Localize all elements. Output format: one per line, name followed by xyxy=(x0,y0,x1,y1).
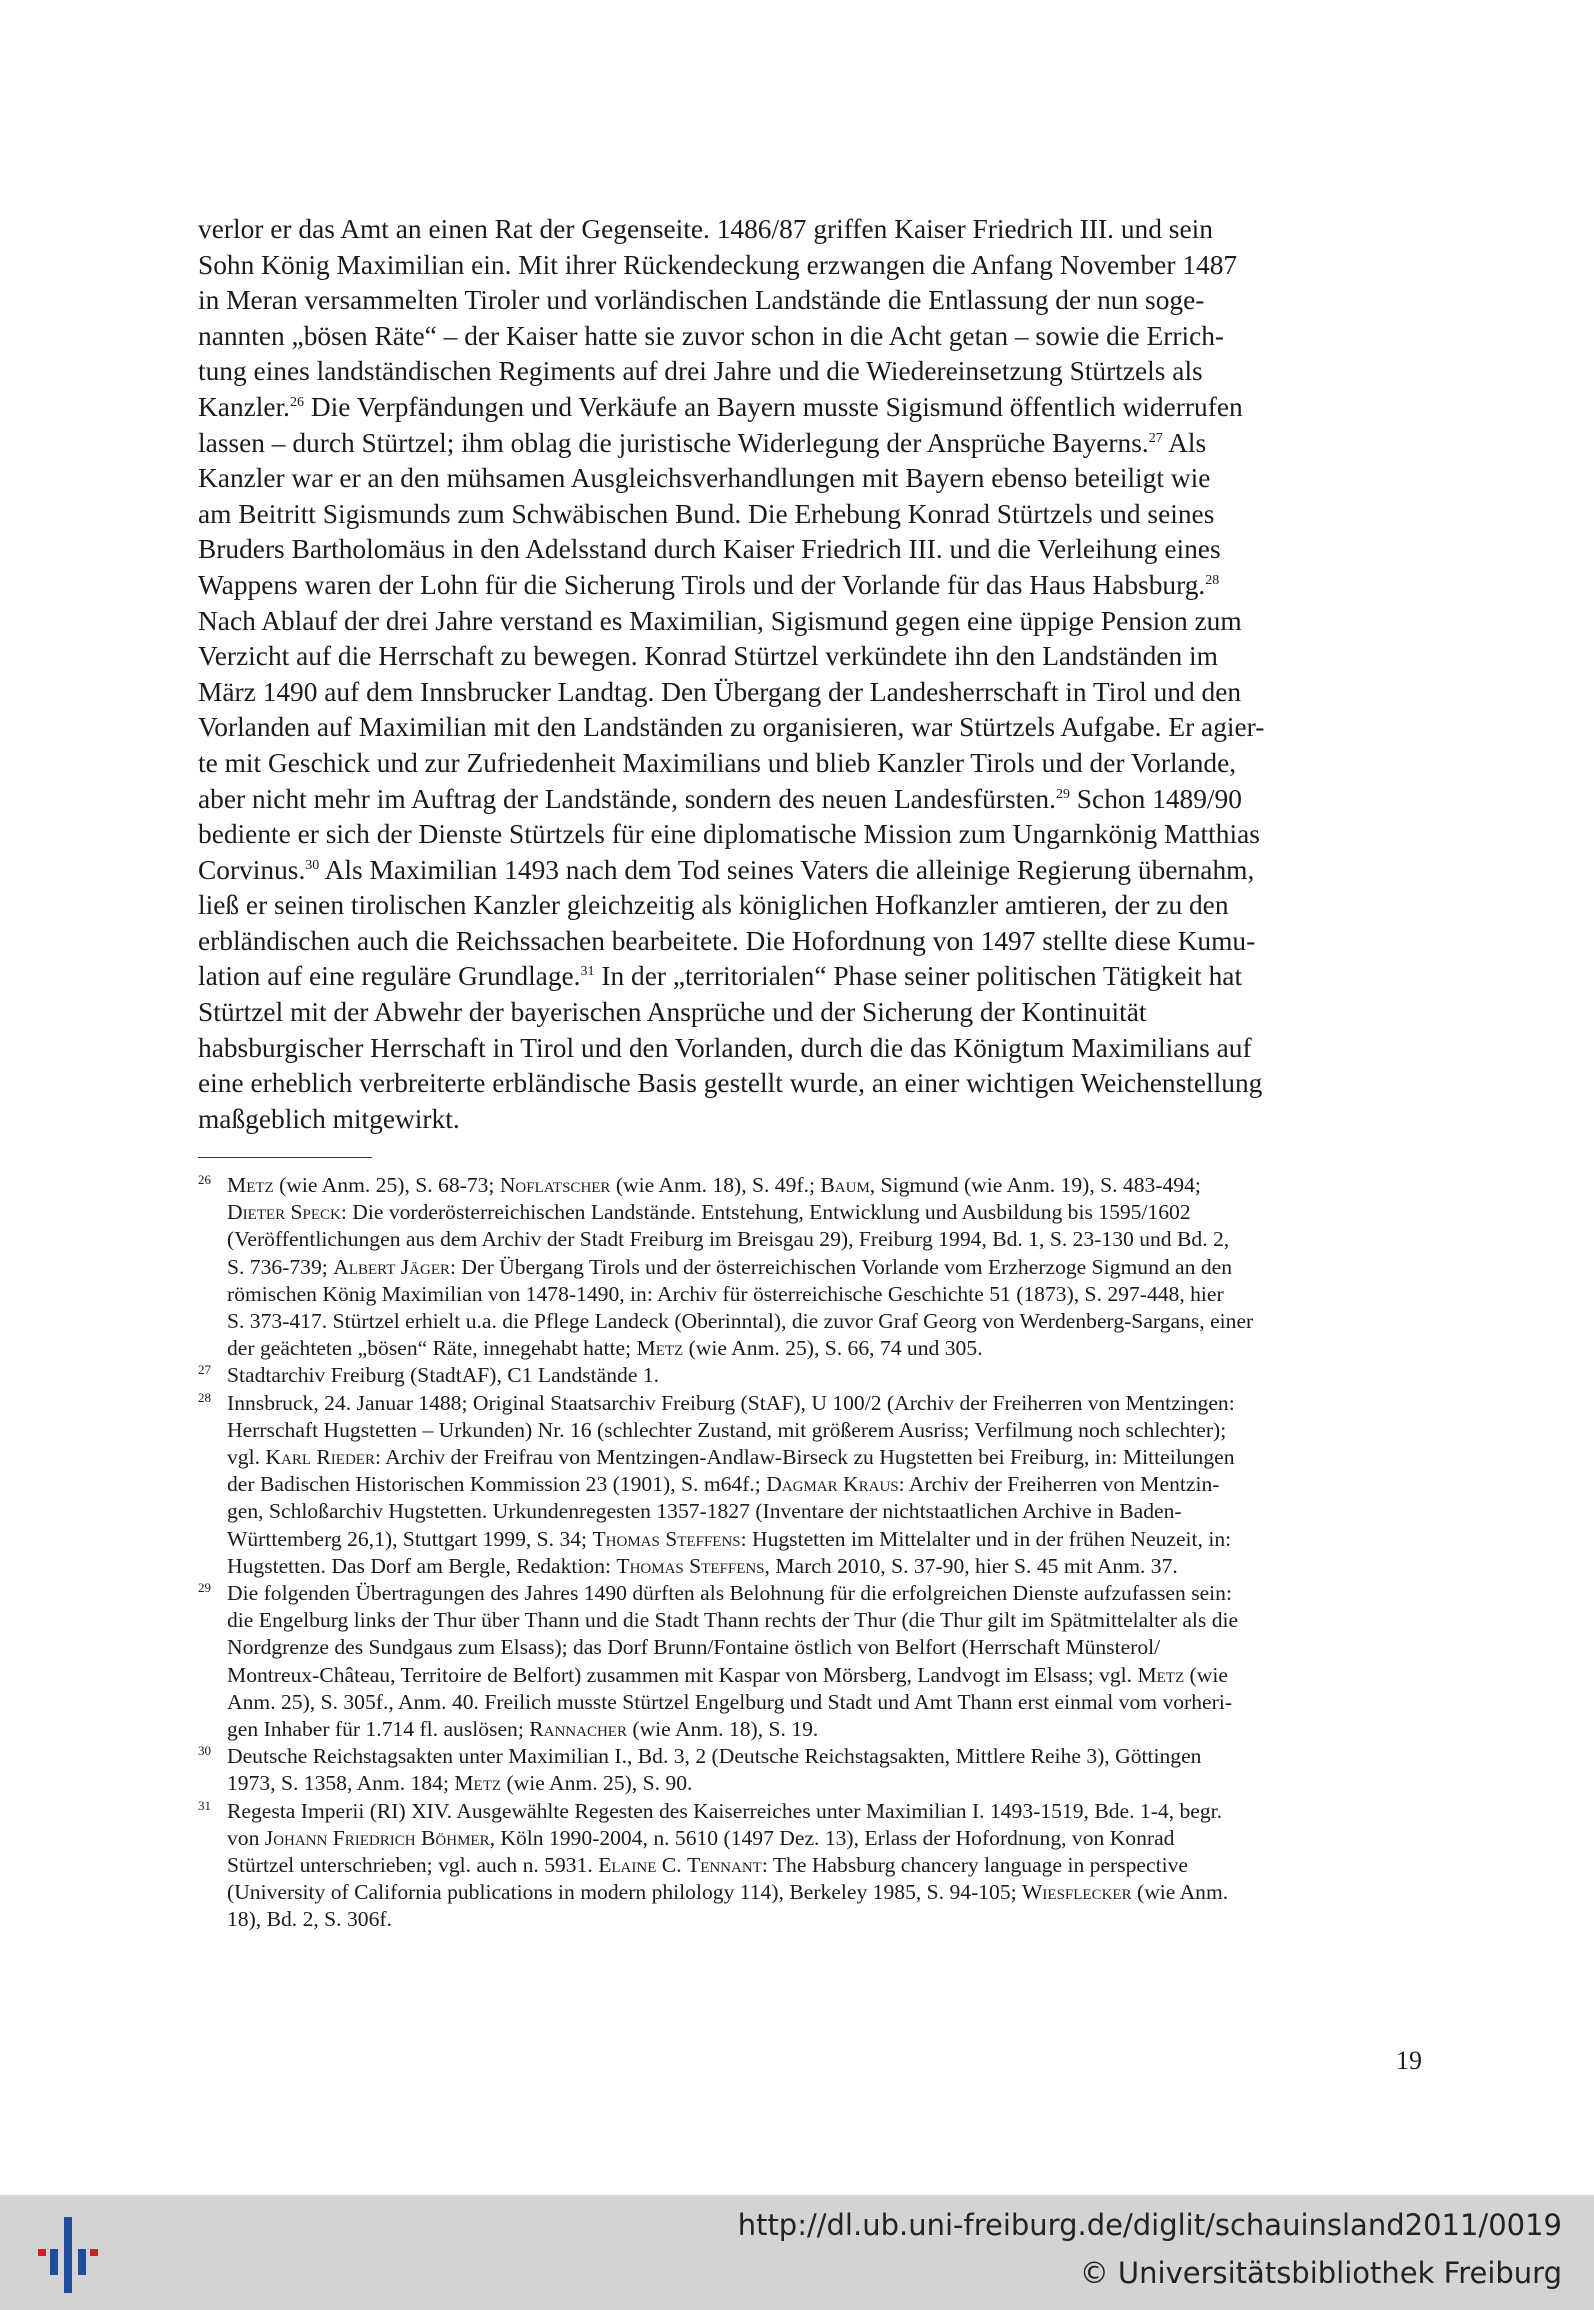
body-line: tung eines landständischen Regiments auf drei Jahre und die Wiedereinsetzung Stürtzels als xyxy=(198,356,1203,387)
body-line: te mit Geschick und zur Zufriedenheit Maximilians und blieb Kanzler Tirols und der Vorlande, xyxy=(198,747,1237,778)
body-line: Nach Ablauf der drei Jahre verstand es Maximilian, Sigismund gegen eine üppige Pension zum xyxy=(198,605,1242,636)
copyright-notice: © Universitätsbibliothek Freiburg xyxy=(1079,2256,1562,2290)
footnote-ref: 31 xyxy=(580,964,595,980)
body-line: Corvinus.$^{30}$ Als Maximilian 1493 nach dem Tod seines Vaters die alleinige Regierung übernahm, xyxy=(198,854,1255,885)
footnote-line: der geächteten „bösen“ Räte, innegehabt hatte; Metz (wie Anm. 25), S. 66, 74 und 305. xyxy=(227,1336,983,1361)
author-name: Metz xyxy=(636,1336,684,1361)
author-name: Thomas Steffens xyxy=(616,1553,765,1578)
body-line: am Beitritt Sigismunds zum Schwäbischen Bund. Die Erhebung Konrad Stürtzels und seines xyxy=(198,498,1215,529)
footnote-ref: 28 xyxy=(1205,572,1220,588)
footnote-line: Württemberg 26,1), Stuttgart 1999, S. 34; Thomas Steffens: Hugstetten im Mittelalter und in der frühen Neuzeit, in: xyxy=(227,1526,1232,1551)
footnote-line: vgl. Karl Rieder: Archiv der Freifrau von Mentzingen-Andlaw-Birseck zu Hugstetten bei Freiburg, in: Mitteilungen xyxy=(227,1445,1235,1470)
body-line: Kanzler.$^{26}$ Die Verpfändungen und Verkäufe an Bayern musste Sigismund öffentlich widerrufen xyxy=(198,391,1243,422)
footnotes-section xyxy=(198,1172,1422,1934)
footnote-number: 28 xyxy=(198,1389,211,1405)
footnote-line: (Veröffentlichungen aus dem Archiv der Stadt Freiburg im Breisgau 29), Freiburg 1994, Bd. 1, S. 23-130 und Bd. 2, xyxy=(227,1227,1230,1252)
author-name: Thomas Steffens xyxy=(592,1526,741,1551)
footnote-line: römischen König Maximilian von 1478-1490, in: Archiv für österreichische Geschichte 51 (1873), S. 297-448, hier xyxy=(227,1281,1224,1306)
page-number: 19 xyxy=(1396,2046,1422,2075)
footnote-26 xyxy=(198,1172,1422,1362)
author-name: Rannacher xyxy=(529,1717,627,1742)
body-line: in Meran versammelten Tiroler und vorländischen Landstände die Entlassung der nun soge- xyxy=(198,285,1205,316)
footnote-number: 31 xyxy=(198,1797,211,1813)
footnote-ref: 30 xyxy=(305,857,320,873)
footnote-line: Deutsche Reichstagsakten unter Maximilian I., Bd. 3, 2 (Deutsche Reichstagsakten, Mittlere Reihe 3), Göttingen xyxy=(227,1744,1202,1769)
footnote-line: Die folgenden Übertragungen des Jahres 1490 dürften als Belohnung für die erfolgreichen Dienste aufzufassen sein: xyxy=(227,1581,1232,1606)
footnote-line: Stadtarchiv Freiburg (StadtAF), C1 Landstände 1. xyxy=(227,1363,660,1388)
footnote-line: Regesta Imperii (RI) XIV. Ausgewählte Regesten des Kaiserreiches unter Maximilian I. 1493-1519, Bde. 1-4, begr. xyxy=(227,1798,1223,1823)
footnote-line: die Engelburg links der Thur über Thann und die Stadt Thann rechts der Thur (die Thur gilt im Spätmittelalter als die xyxy=(227,1608,1239,1633)
author-name: Metz xyxy=(227,1173,274,1197)
footnote-27 xyxy=(198,1362,1422,1389)
footnote-28 xyxy=(198,1390,1422,1580)
footnote-line: (University of California publications in modern philology 114), Berkeley 1985, S. 94-105; Wiesflecker (wie Anm. xyxy=(227,1880,1229,1905)
body-line: ließ er seinen tirolischen Kanzler gleichzeitig als königlichen Hofkanzler amtieren, der zu den xyxy=(198,890,1229,921)
body-line: habsburgischer Herrschaft in Tirol und den Vorlanden, durch die das Königtum Maximilians auf xyxy=(198,1032,1252,1063)
author-name: Baum xyxy=(820,1173,870,1197)
footnote-line: von Johann Friedrich Böhmer, Köln 1990-2004, n. 5610 (1497 Dez. 13), Erlass der Hofordnung, von Konrad xyxy=(227,1825,1175,1850)
body-line: lassen – durch Stürtzel; ihm oblag die juristische Widerlegung der Ansprüche Bayerns.$^{27}$ Als xyxy=(198,427,1207,458)
author-name: Tennant xyxy=(687,1853,762,1878)
footnote-line: 1973, S. 1358, Anm. 184; Metz (wie Anm. 25), S. 90. xyxy=(227,1771,693,1796)
body-line: Vorlanden auf Maximilian mit den Landständen zu organisieren, war Stürtzels Aufgabe. Er agier- xyxy=(198,712,1265,743)
body-line: Stürtzel mit der Abwehr der bayerischen Ansprüche und der Sicherung der Kontinuität xyxy=(198,997,1147,1028)
footnote-line: Dieter Speck: Die vorderösterreichischen Landstände. Entstehung, Entwicklung und Ausbildung bis 1595/1602 xyxy=(227,1200,1191,1225)
body-line: erbländischen auch die Reichssachen bearbeitete. Die Hofordnung von 1497 stellte diese Kumu- xyxy=(198,925,1256,956)
body-line: Verzicht auf die Herrschaft zu bewegen. Konrad Stürtzel verkündete ihn den Landständen im xyxy=(198,641,1218,672)
author-name: Albert Jäger xyxy=(333,1254,451,1279)
body-line: eine erheblich verbreiterte erbländische Basis gestellt wurde, an einer wichtigen Weichenstellung xyxy=(198,1068,1263,1099)
body-line: Wappens waren der Lohn für die Sicherung Tirols und der Vorlande für das Haus Habsburg.$^{28}$ xyxy=(198,569,1220,600)
footnote-line: Montreux-Château, Territoire de Belfort) zusammen mit Kaspar von Mörsberg, Landvogt im Elsass; vgl. Metz (wie xyxy=(227,1662,1228,1687)
footnote-line: Stürtzel unterschrieben; vgl. auch n. 5931. Elaine C. Tennant: The Habsburg chancery language in perspective xyxy=(227,1853,1188,1878)
author-name: Wiesflecker xyxy=(1022,1880,1132,1905)
body-line: maßgeblich mitgewirkt. xyxy=(198,1103,460,1134)
body-line: verlor er das Amt an einen Rat der Gegenseite. 1486/87 griffen Kaiser Friedrich III. und sein xyxy=(198,214,1213,244)
footnote-line: gen, Schloßarchiv Hugstetten. Urkundenregesten 1357-1827 (Inventare der nichtstaatlichen Archive in Baden- xyxy=(227,1499,1182,1524)
ub-freiburg-logo-icon xyxy=(38,2215,98,2295)
footnote-ref: 29 xyxy=(1055,786,1070,802)
body-line: Kanzler war er an den mühsamen Ausgleichsverhandlungen mit Bayern ebenso beteiligt wie xyxy=(198,463,1211,494)
footnote-line: Metz (wie Anm. 25), S. 68-73; Noflatscher (wie Anm. 18), S. 49f.; Baum, Sigmund (wie Anm. 19), S. 483-494; xyxy=(227,1173,1201,1197)
body-line: Bruders Bartholomäus in den Adelsstand durch Kaiser Friedrich III. und die Verleihung eines xyxy=(198,534,1221,565)
body-line: Sohn König Maximilian ein. Mit ihrer Rückendeckung erzwangen die Anfang November 1487 xyxy=(198,249,1238,280)
footnote-number: 27 xyxy=(198,1362,211,1378)
footnote-ref: 27 xyxy=(1148,430,1163,446)
author-name: Metz xyxy=(1137,1662,1185,1687)
footnote-separator xyxy=(198,1157,372,1158)
footnote-number: 29 xyxy=(198,1580,211,1596)
footnote-line: Innsbruck, 24. Januar 1488; Original Staatsarchiv Freiburg (StAF), U 100/2 (Archiv der Freiherren von Mentzingen: xyxy=(227,1390,1235,1415)
footnote-line: Hugstetten. Das Dorf am Bergle, Redaktion: Thomas Steffens, March 2010, S. 37-90, hier S. 45 mit Anm. 37. xyxy=(227,1553,1178,1578)
footnote-line: S. 373-417. Stürtzel erhielt u.a. die Pflege Landeck (Oberinntal), die zuvor Graf Georg von Werdenberg-Sargans, einer xyxy=(227,1309,1254,1334)
author-name: Dieter Speck xyxy=(227,1200,341,1225)
footnote-line: gen Inhaber für 1.714 fl. auslösen; Rannacher (wie Anm. 18), S. 19. xyxy=(227,1717,819,1742)
footnote-line: der Badischen Historischen Kommission 23 (1901), S. m64f.; Dagmar Kraus: Archiv der Freiherren von Mentzin- xyxy=(227,1472,1220,1497)
body-line: März 1490 auf dem Innsbrucker Landtag. Den Übergang der Landesherrschaft in Tirol und den xyxy=(198,676,1242,707)
author-name: Metz xyxy=(454,1771,502,1796)
footnote-line: Anm. 25), S. 305f., Anm. 40. Freilich musste Stürtzel Engelburg und Stadt und Amt Thann erst einmal vom vorheri- xyxy=(227,1689,1233,1714)
author-name: Noflatscher xyxy=(499,1173,611,1197)
footnote-line: Nordgrenze des Sundgaus zum Elsass); das Dorf Brunn/Fontaine östlich von Belfort (Herrschaft Münsterol/ xyxy=(227,1635,1161,1660)
footnote-31 xyxy=(198,1798,1422,1934)
body-line: aber nicht mehr im Auftrag der Landstände, sondern des neuen Landesfürsten.$^{29}$ Schon 1489/90 xyxy=(198,783,1242,814)
footnote-29 xyxy=(198,1580,1422,1743)
author-name: Johann Friedrich Böhmer xyxy=(264,1825,490,1850)
body-line: nannten „bösen Räte“ – der Kaiser hatte sie zuvor schon in die Acht getan – sowie die Errich- xyxy=(198,320,1225,351)
author-name: Karl Rieder xyxy=(265,1445,375,1470)
author-name: Elaine xyxy=(598,1853,657,1878)
library-footer-bar xyxy=(0,2195,1594,2310)
footnote-number: 30 xyxy=(198,1743,211,1759)
footnote-30 xyxy=(198,1743,1422,1797)
footnote-line: Herrschaft Hugstetten – Urkunden) Nr. 16 (schlechter Zustand, mit größerem Ausriss; Verfilmung noch schlechter); xyxy=(227,1417,1227,1442)
body-line: lation auf eine reguläre Grundlage.$^{31}$ In der „territorialen“ Phase seiner politischen Tätigkeit hat xyxy=(198,961,1243,992)
author-name: Dagmar Kraus xyxy=(766,1472,899,1497)
footnote-number: 26 xyxy=(198,1172,211,1187)
footnote-ref: 26 xyxy=(290,394,305,410)
document-url-link[interactable]: http://dl.ub.uni-freiburg.de/diglit/schauinsland2011/0019 xyxy=(737,2208,1562,2242)
main-body-text xyxy=(198,212,1422,1137)
footnote-line: S. 736-739; Albert Jäger: Der Übergang Tirols und der österreichischen Vorlande vom Erzherzoge Sigmund an den xyxy=(227,1254,1233,1279)
footnote-line: 18), Bd. 2, S. 306f. xyxy=(227,1907,392,1932)
body-line: bediente er sich der Dienste Stürtzels für eine diplomatische Mission zum Ungarnkönig Matthias xyxy=(198,819,1260,850)
